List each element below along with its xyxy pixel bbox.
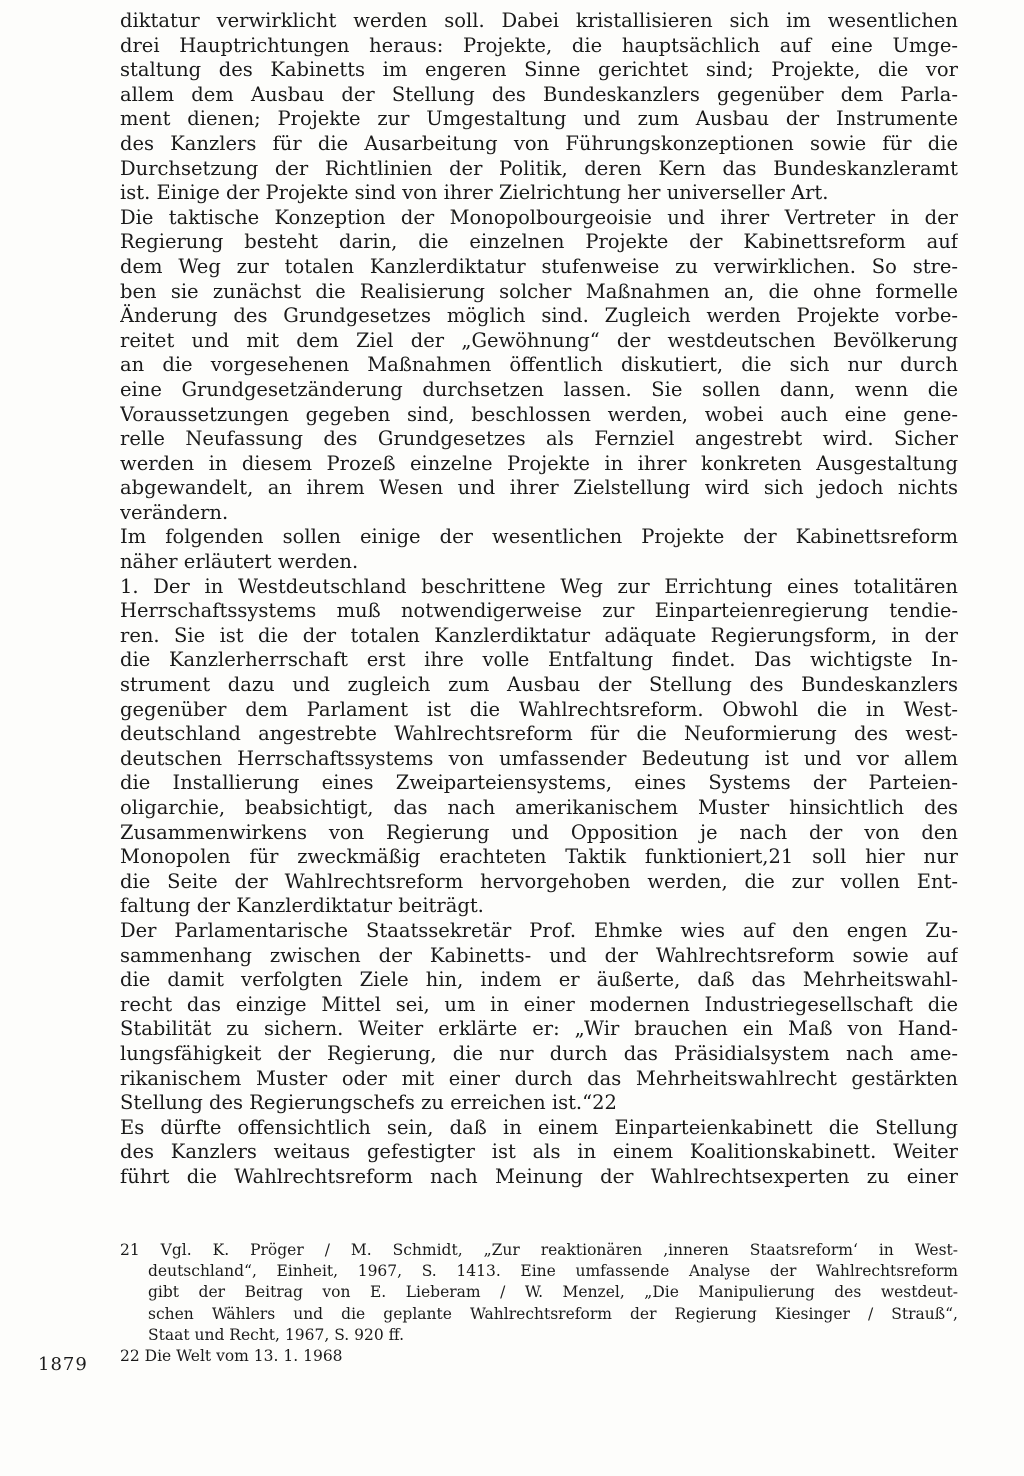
body-line: faltung der Kanzlerdiktatur beiträgt.: [120, 894, 484, 918]
body-line: dem Weg zur totalen Kanzlerdiktatur stufenweise zu verwirklichen. So stre-: [120, 254, 958, 278]
body-line: die Installierung eines Zweiparteiensystems, eines Systems der Parteien-: [120, 771, 958, 795]
body-line: Stellung des Regierungschefs zu erreichen ist.“22: [120, 1091, 617, 1115]
footnotes: [120, 1240, 958, 1367]
body-line: verändern.: [120, 500, 229, 524]
body-line: näher erläutert werden.: [120, 550, 359, 574]
body-line: ment dienen; Projekte zur Umgestaltung und zum Ausbau der Instrumente: [120, 107, 958, 131]
body-line: werden in diesem Prozeß einzelne Projekte in ihrer konkreten Ausgestaltung: [120, 451, 958, 475]
footnote-line: 21 Vgl. K. Pröger / M. Schmidt, „Zur reaktionären ‚inneren Staatsreform‘ in West-: [120, 1241, 958, 1259]
body-line: Monopolen für zweckmäßig erachteten Taktik funktioniert,21 soll hier nur: [120, 845, 958, 869]
body-line: Durchsetzung der Richtlinien der Politik, deren Kern das Bundeskanzleramt: [120, 156, 958, 180]
body-line: gegenüber dem Parlament ist die Wahlrechtsreform. Obwohl die in West-: [120, 697, 958, 721]
footnote-line: 22 Die Welt vom 13. 1. 1968: [120, 1346, 343, 1365]
body-line: diktatur verwirklicht werden soll. Dabei kristallisieren sich im wesentlichen: [120, 9, 958, 32]
footnote-line: Staat und Recht, 1967, S. 920 ff.: [148, 1325, 405, 1344]
body-line: Die taktische Konzeption der Monopolbourgeoisie und ihrer Vertreter in der: [120, 205, 958, 229]
body-line: ben sie zunächst die Realisierung solcher Maßnahmen an, die ohne formelle: [120, 279, 958, 303]
page-number: 1879: [38, 1354, 88, 1375]
body-line: drei Hauptrichtungen heraus: Projekte, die hauptsächlich auf eine Umge-: [120, 33, 958, 57]
body-line: des Kanzlers für die Ausarbeitung von Führungskonzeptionen sowie für die: [120, 131, 958, 155]
body-line: relle Neufassung des Grundgesetzes als Fernziel angestrebt wird. Sicher: [120, 427, 958, 451]
footnote-line: gibt der Beitrag von E. Lieberam / W. Menzel, „Die Manipulierung des westdeut-: [148, 1283, 958, 1302]
body-line: Stabilität zu sichern. Weiter erklärte er: „Wir brauchen ein Maß von Hand-: [120, 1017, 958, 1041]
body-line: an die vorgesehenen Maßnahmen öffentlich diskutiert, die sich nur durch: [120, 353, 958, 377]
body-line: Im folgenden sollen einige der wesentlichen Projekte der Kabinettsreform: [120, 525, 958, 549]
body-line: recht das einzige Mittel sei, um in einer modernen Industriegesellschaft die: [120, 992, 958, 1016]
body-line: eine Grundgesetzänderung durchsetzen lassen. Sie sollen dann, wenn die: [120, 377, 958, 401]
body-line: staltung des Kabinetts im engeren Sinne gerichtet sind; Projekte, die vor: [120, 58, 958, 82]
body-line: ren. Sie ist die der totalen Kanzlerdiktatur adäquate Regierungsform, in der: [120, 623, 958, 647]
body-line: Regierung besteht darin, die einzelnen Projekte der Kabinettsreform auf: [120, 230, 958, 254]
body-line: allem dem Ausbau der Stellung des Bundeskanzlers gegenüber dem Parla-: [120, 82, 958, 106]
body-line: ist. Einige der Projekte sind von ihrer Zielrichtung her universeller Art.: [120, 181, 829, 205]
footnote-line: schen Wählers und die geplante Wahlrechtsreform der Regierung Kiesinger / Strauß“,: [148, 1304, 958, 1323]
body-line: lungsfähigkeit der Regierung, die nur durch das Präsidialsystem nach ame-: [120, 1041, 958, 1065]
body-line: deutschland angestrebte Wahlrechtsreform für die Neuformierung des west-: [120, 722, 958, 746]
body-line: strument dazu und zugleich zum Ausbau der Stellung des Bundeskanzlers: [120, 673, 958, 697]
body-line: oligarchie, beabsichtigt, das nach amerikanischem Muster hinsichtlich des: [120, 796, 958, 819]
body-line: die Seite der Wahlrechtsreform hervorgehoben werden, die zur vollen Ent-: [120, 869, 958, 893]
body-line: rikanischem Muster oder mit einer durch das Mehrheitswahlrecht gestärkten: [120, 1066, 958, 1090]
body-line: die Kanzlerherrschaft erst ihre volle Entfaltung findet. Das wichtigste In-: [120, 648, 958, 672]
body-line: die damit verfolgten Ziele hin, indem er äußerte, daß das Mehrheitswahl-: [120, 968, 958, 992]
body-line: reitet und mit dem Ziel der „Gewöhnung“ der westdeutschen Bevölkerung: [120, 328, 958, 352]
body-line: sammenhang zwischen der Kabinetts- und der Wahlrechtsreform sowie auf: [120, 943, 958, 967]
body-line: Änderung des Grundgesetzes möglich sind. Zugleich werden Projekte vorbe-: [120, 304, 958, 328]
body-line: Es dürfte offensichtlich sein, daß in einem Einparteienkabinett die Stellung: [120, 1115, 958, 1139]
body-line: führt die Wahlrechtsreform nach Meinung der Wahlrechtsexperten zu einer: [120, 1164, 958, 1188]
body-line: Zusammenwirkens von Regierung und Opposition je nach der von den: [120, 820, 958, 844]
footnote-line: deutschland“, Einheit, 1967, S. 1413. Eine umfassende Analyse der Wahlrechtsreform: [148, 1262, 958, 1281]
body-text: [120, 9, 958, 1190]
body-line: Voraussetzungen gegeben sind, beschlossen werden, wobei auch eine gene-: [120, 402, 958, 426]
body-line: Herrschaftssystems muß notwendigerweise zur Einparteienregierung tendie-: [120, 599, 958, 623]
body-line: abgewandelt, an ihrem Wesen und ihrer Zielstellung wird sich jedoch nichts: [120, 476, 958, 500]
body-line: Der Parlamentarische Staatssekretär Prof. Ehmke wies auf den engen Zu-: [120, 918, 958, 942]
body-line: des Kanzlers weitaus gefestigter ist als in einem Koalitionskabinett. Weiter: [120, 1140, 958, 1164]
body-line: deutschen Herrschaftssystems von umfassender Bedeutung ist und vor allem: [120, 746, 958, 770]
body-line: 1. Der in Westdeutschland beschrittene Weg zur Errichtung eines totalitären: [120, 574, 958, 598]
